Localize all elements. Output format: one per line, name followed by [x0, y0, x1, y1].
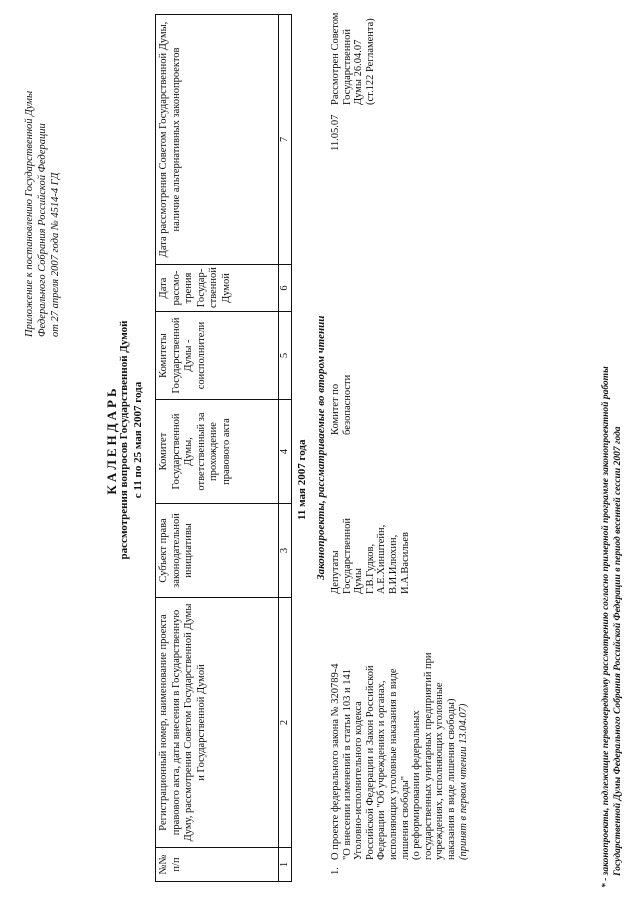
appendix-line: Приложение к постановлению Государственной Думы — [24, 90, 35, 337]
bill-line: государственных унитарных предприятий при — [422, 652, 434, 860]
bill-line: "О внесении изменений в статьи 103 и 141 — [341, 669, 353, 860]
bill-line: учреждениях, исполняющих уголовные — [434, 682, 446, 860]
table-number-row — [279, 15, 292, 882]
date-heading: 11 мая 2007 года — [296, 439, 308, 520]
review-date: 11.05.07 — [330, 114, 341, 151]
document-subtitle: рассмотрения вопросов Государственной Думой — [118, 320, 130, 560]
bill-line: Российской Федерации и Закон Российской — [364, 665, 376, 860]
subject-line: В.И.Илюхин, — [387, 534, 399, 594]
council-line: Рассмотрен Советом — [330, 12, 341, 105]
footnote — [600, 8, 624, 888]
subject-line: Г.В.Гудков, — [364, 543, 376, 594]
committee-line: Комитет по — [330, 383, 341, 435]
column-number: 6 — [279, 265, 292, 312]
footnote-line: * - законопроекты, подлежащие первоочередному рассмотрению согласно примерной программе законопроектной работы — [601, 366, 611, 888]
subject-line: Думы — [353, 568, 365, 594]
section-heading: Законопроекты, рассматриваемые во втором чтении — [315, 315, 327, 580]
subject-line: Депутаты — [330, 550, 341, 594]
appendix-line: от 27 апреля 2007 года № 4514-4 ГД — [50, 172, 61, 337]
bill-line: лишения свободы" — [399, 775, 411, 860]
council-line: (ст.122 Регламента) — [364, 18, 376, 105]
document-period: с 11 по 25 мая 2007 года — [132, 381, 144, 499]
footnote-line: Государственной Думы Федерального Собрания Российской Федерации в период весенней сессии 2007 года — [613, 426, 623, 876]
council-line: Государственной — [341, 29, 353, 105]
column-number: 5 — [279, 312, 292, 400]
bill-line: Федерации "Об учреждениях и органах, — [376, 680, 388, 860]
table-header-cell: Комитеты Государственной Думы - соисполнители — [156, 312, 279, 400]
table-header-cell: Комитет Государственной Думы, ответственный за прохождение правового акта — [156, 400, 279, 504]
council-review — [330, 10, 376, 105]
document-title: КАЛЕНДАРЬ — [104, 385, 119, 495]
item-number: 1. — [330, 867, 341, 875]
subject-line: Государственной — [341, 518, 353, 594]
table-header-cell: Субъект права законодательной инициативы — [156, 504, 279, 598]
committee-line: безопасности — [341, 374, 353, 435]
table-header-row — [156, 15, 279, 882]
table-header-cell: №№ п/п — [156, 848, 279, 882]
bill-description — [330, 628, 469, 860]
bill-line: исполняющих уголовные наказания в виде — [387, 668, 399, 860]
column-number: 3 — [279, 504, 292, 598]
responsible-committee — [330, 305, 353, 435]
table-header-cell: Дата рассмо-трения Государ-ственной Думой — [156, 265, 279, 312]
column-number: 2 — [279, 598, 292, 848]
table-header-cell: Регистрационный номер, наименование проекта правового акта, даты внесения в Государственную Думу, рассмотрения Советом Государственной Думы и Государственной Думой — [156, 598, 279, 848]
appendix-note — [23, 17, 62, 337]
subject-line: И.А.Васильев — [399, 531, 411, 594]
column-number: 1 — [279, 848, 292, 882]
bill-line: наказания в виде лишения свободы) — [445, 698, 457, 860]
appendix-line: Федерального Собрания Российской Федерации — [37, 123, 48, 337]
column-number: 4 — [279, 400, 292, 504]
initiative-subject — [330, 484, 411, 594]
subject-line: А.Е.Хинштейн, — [376, 524, 388, 594]
bill-line: О проекте федерального закона № 320789-4 — [330, 663, 341, 860]
calendar-table — [155, 14, 292, 882]
table-header-cell: Дата рассмотрения Советом Государственной Думы, наличие альтернативных законопроектов — [156, 15, 279, 265]
bill-line: Уголовно-исполнительного кодекса — [353, 701, 365, 860]
bill-reading-note: (принят в первом чтении 13.04.07) — [457, 703, 469, 860]
council-line: Думы 26.04.07 — [353, 39, 365, 105]
bill-line: (о реформировании федеральных — [411, 710, 423, 860]
column-number: 7 — [279, 15, 292, 265]
